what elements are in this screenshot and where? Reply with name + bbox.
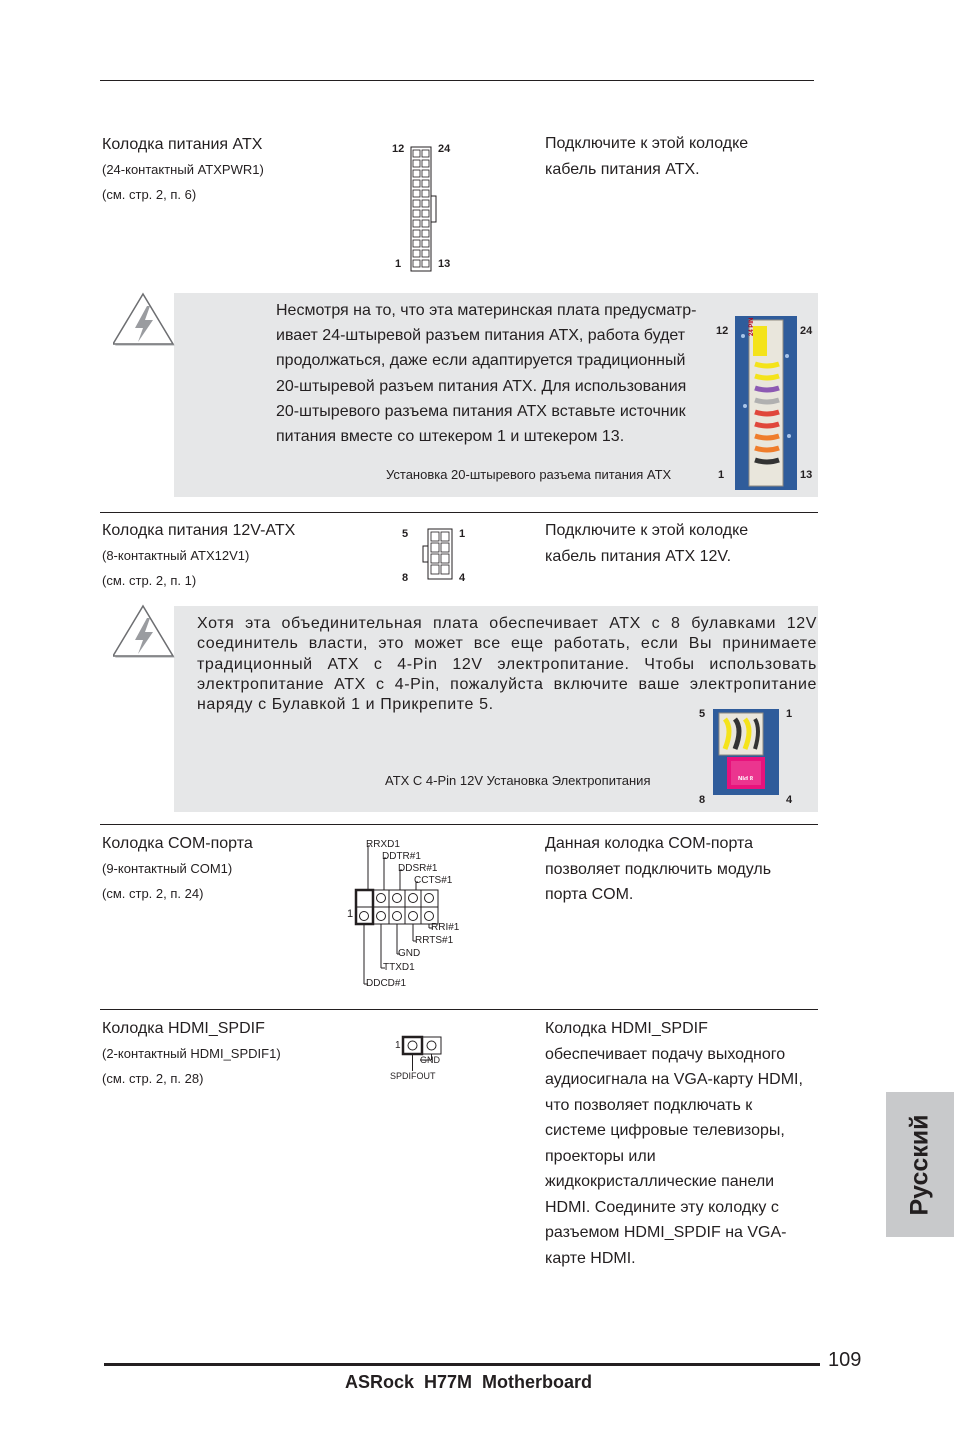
com-pin-label-ttxd1: TTXD1 (383, 962, 415, 973)
note1-pin-24: 24 (800, 325, 813, 337)
note2-pin-1: 1 (786, 708, 793, 720)
atx-title: Колодка питания ATX (102, 136, 263, 153)
atx12v-desc-line-2: кабель питания ATX 12V. (545, 548, 732, 565)
com-subtitle: (9-контактный COM1) (102, 861, 233, 876)
note1-pin-13: 13 (800, 469, 813, 481)
atx-pin-12: 12 (392, 143, 405, 155)
atx12v-ref: (см. стр. 2, п. 1) (102, 573, 197, 588)
note1-line: 20-штыревой разъем питания ATX. Для использования (276, 377, 687, 395)
hdmi-desc-line: системе цифровые телевизоры, (545, 1122, 785, 1139)
atx12v-connector-diagram (398, 526, 470, 586)
hdmi-pin-1-label: 1 (395, 1040, 401, 1051)
atx-ref: (см. стр. 2, п. 6) (102, 187, 197, 202)
com-pin-label-ddcd1: DDCD#1 (366, 978, 407, 989)
warning-icon (113, 604, 177, 667)
section-rule (100, 824, 818, 825)
atx12v-pin-8: 8 (402, 572, 409, 584)
atx12v-subtitle: (8-контактный ATX12V1) (102, 548, 250, 563)
hdmi-ref: (см. стр. 2, п. 28) (102, 1071, 204, 1086)
com-pin-1-label: 1 (347, 908, 354, 920)
hdmi-subtitle: (2-контактный HDMI_SPDIF1) (102, 1046, 281, 1061)
hdmi-desc-line: аудиосигнала на VGA-карту HDMI, (545, 1071, 803, 1088)
note2-connector-label: 8 PIN (738, 774, 754, 780)
hdmi-desc-line: разъемом HDMI_SPDIF на VGA- (545, 1224, 787, 1241)
atx-connector-diagram (388, 140, 460, 275)
hdmi-desc-line: карте HDMI. (545, 1249, 636, 1267)
note1-photo (712, 312, 818, 494)
language-tab-label: Русский (905, 1113, 934, 1216)
atx12v-pin-1: 1 (459, 528, 466, 540)
com-title: Колодка COM-порта (102, 835, 253, 852)
com-pin-label-gnd: GND (398, 948, 421, 959)
atx-desc-line-1: Подключите к этой колодке (545, 135, 749, 152)
note2-caption: ATX С 4-Pin 12V Установка Электропитания (385, 773, 651, 788)
note1-text (276, 298, 729, 449)
language-tab (886, 1092, 954, 1237)
note1-pin-12: 12 (716, 325, 729, 337)
note1-line: 20-штыревого разъема питания ATX вставьте источник (276, 402, 686, 420)
hdmi-desc-line: что позволяет подключать к (545, 1096, 753, 1114)
hdmi-desc (545, 1016, 825, 1271)
note2-pin-8: 8 (699, 794, 706, 806)
com-pinout-diagram (340, 838, 475, 990)
atx12v-pin-4: 4 (459, 572, 466, 584)
note2-pin-5: 5 (699, 708, 706, 720)
top-rule (100, 80, 814, 81)
com-desc-line-1: Данная колодка COM-порта (545, 835, 754, 852)
hdmi-pinout-diagram (388, 1034, 458, 1084)
footer-brand: ASRock H77M Motherboard (345, 1372, 593, 1392)
note1-connector-label: 24 PIN (749, 317, 755, 336)
com-pin-label-rri1: RRI#1 (431, 922, 460, 933)
warning-icon (113, 292, 177, 355)
hdmi-desc-line: Колодка HDMI_SPDIF (545, 1020, 708, 1037)
com-pin-label-ddtr1: DDTR#1 (382, 851, 421, 862)
hdmi-desc-line: жидкокристаллические панели (545, 1173, 775, 1190)
com-pin-label-rrxd1: RRXD1 (366, 839, 400, 850)
com-pin-label-ccts1: CCTS#1 (414, 875, 453, 886)
atx-desc-line-2: кабель питания ATX. (545, 161, 700, 178)
com-pin-label-rrts1: RRTS#1 (415, 935, 454, 946)
footer-rule (104, 1363, 820, 1366)
hdmi-desc-line: обеспечивает подачу выходного (545, 1045, 786, 1063)
page-number: 109 (828, 1349, 862, 1371)
com-ref: (см. стр. 2, п. 24) (102, 886, 204, 901)
com-desc-line-2: позволяет подключить модуль (545, 861, 772, 878)
note1-line: питания вместе со штекером 1 и штекером 13. (276, 428, 625, 446)
hdmi-desc-line: проекторы или (545, 1147, 656, 1165)
com-pin-label-ddsr1: DDSR#1 (398, 863, 438, 874)
atx-pin-24: 24 (438, 143, 451, 155)
note1-line: продолжаться, даже если адаптируется традиционный (276, 352, 686, 370)
atx-pin-13: 13 (438, 258, 451, 270)
hdmi-title: Колодка HDMI_SPDIF (102, 1020, 265, 1037)
atx-subtitle: (24-контактный ATXPWR1) (102, 162, 264, 177)
hdmi-pin-label-spdifout: SPDIFOUT (390, 1071, 436, 1081)
hdmi-pin-label-gnd: GND (420, 1055, 440, 1065)
atx-pin-1: 1 (395, 258, 402, 270)
atx12v-title: Колодка питания 12V-ATX (102, 522, 296, 539)
note1-line: Несмотря на то, что эта материнская плата предусматр- (276, 302, 697, 319)
note2-text: Хотя эта объединительная плата обеспечивает ATX с 8 булавками 12V соединитель власти, это может все еще работать, если Вы принимаете традиционный ATX с 4-Pin 12V электропитание. Чтобы использовать электропитание ATX с 4-Pin, пожалуйста включите ваше электропитание наряду с Булавкой 1 и Прикрепите 5. (197, 615, 817, 714)
note1-pin-1: 1 (718, 469, 725, 481)
note2-photo (696, 706, 818, 810)
section-rule (100, 1009, 818, 1010)
section-rule (100, 512, 818, 513)
com-desc-line-3: порта COM. (545, 886, 634, 903)
atx12v-pin-5: 5 (402, 528, 409, 540)
hdmi-desc-line: HDMI. Соедините эту колодку с (545, 1198, 779, 1216)
note1-line: ивает 24-штыревой разъем питания ATX, работа будет (276, 327, 686, 345)
note1-caption: Установка 20-штыревого разъема питания ATX (386, 467, 672, 482)
atx12v-desc-line-1: Подключите к этой колодке (545, 522, 749, 539)
note2-pin-4: 4 (786, 794, 793, 806)
